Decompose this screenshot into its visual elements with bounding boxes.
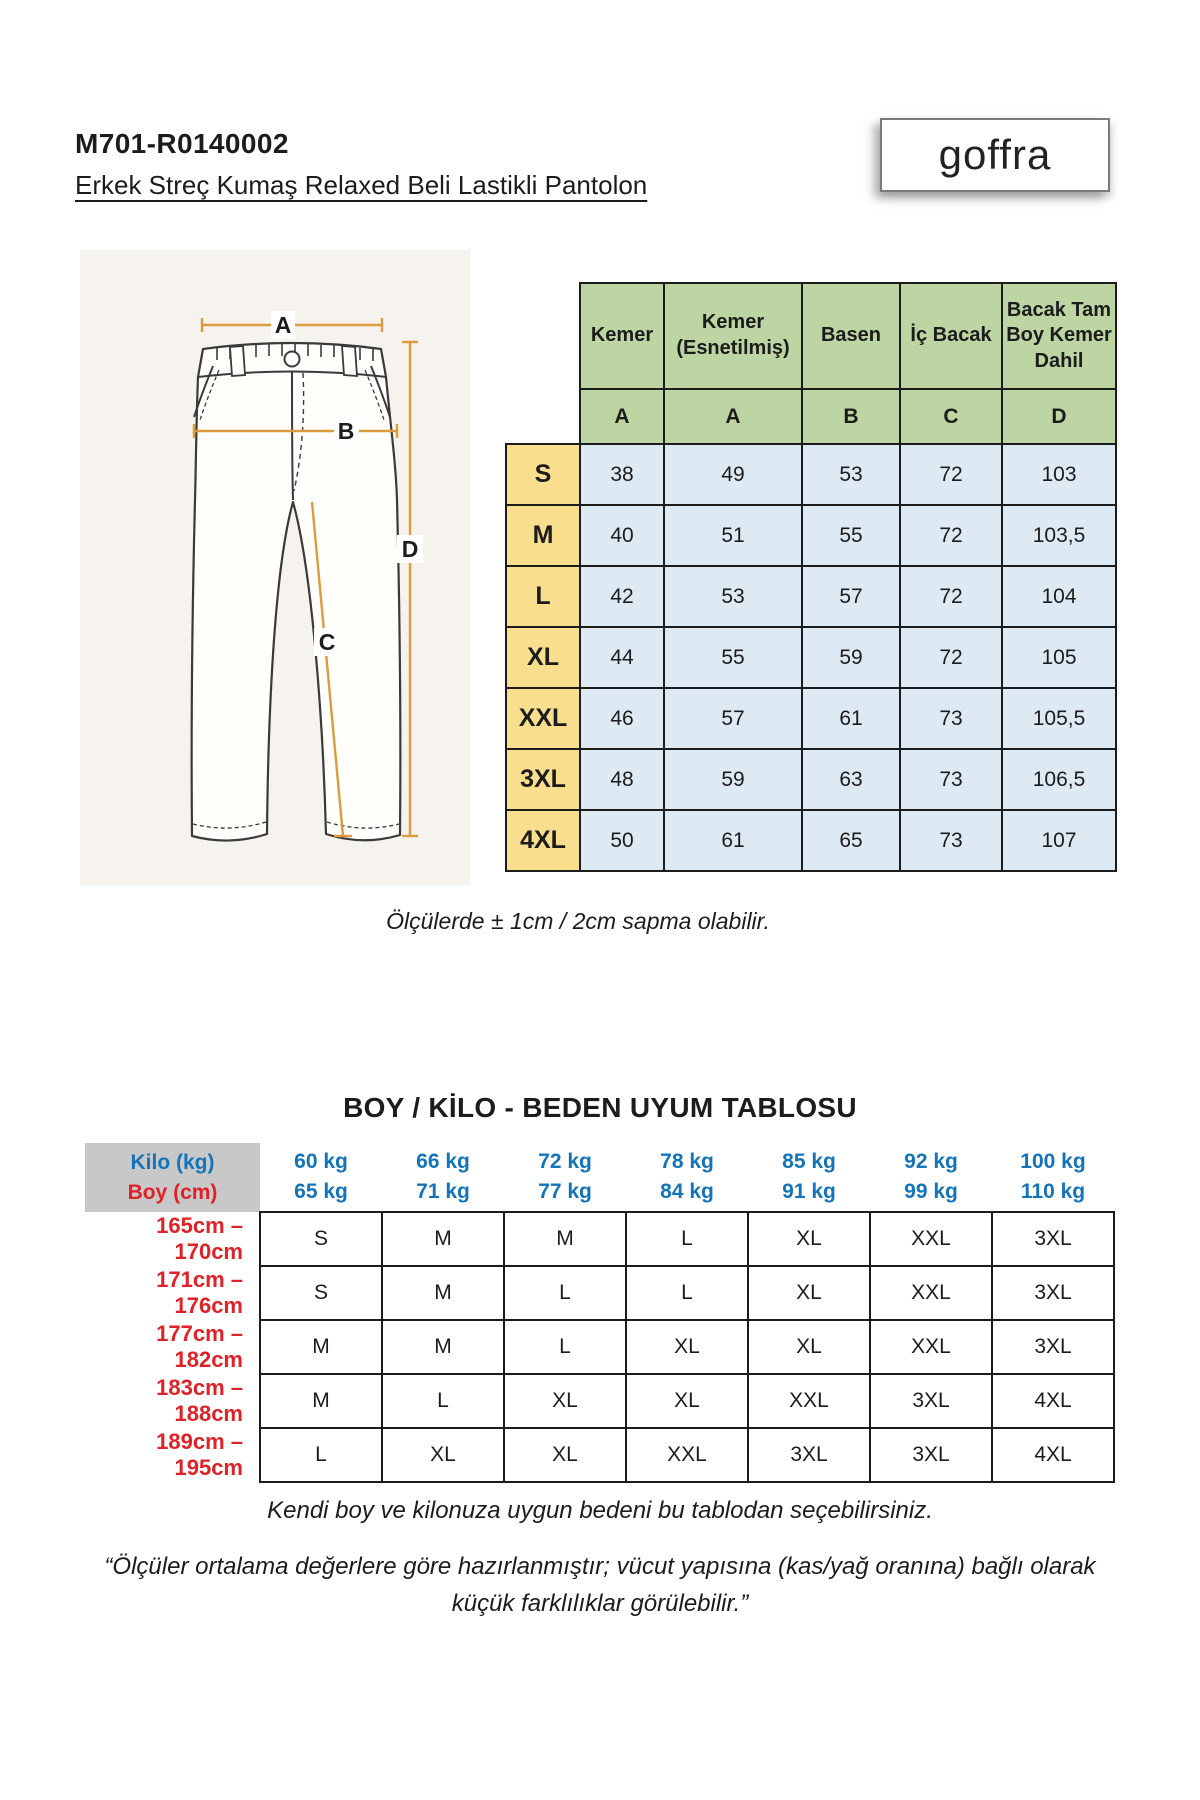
- fit-size-cell: L: [260, 1428, 382, 1482]
- measure-label-b: B: [337, 418, 355, 444]
- value-cell: 104: [1002, 566, 1116, 627]
- fit-size-cell: L: [504, 1320, 626, 1374]
- height-range: 177cm – 182cm: [156, 1321, 243, 1372]
- fit-row: [85, 1266, 1114, 1320]
- fit-size-cell: L: [626, 1212, 748, 1266]
- weight-min: 60 kg: [294, 1149, 348, 1173]
- value-cell: 48: [580, 749, 664, 810]
- weight-range: [504, 1143, 626, 1212]
- fit-size-cell: XL: [748, 1266, 870, 1320]
- fit-size-cell: XXL: [870, 1212, 992, 1266]
- fit-size-cell: 4XL: [992, 1374, 1114, 1428]
- value-cell: 107: [1002, 810, 1116, 871]
- fit-size-cell: M: [382, 1266, 504, 1320]
- value-cell: 57: [664, 688, 802, 749]
- value-cell: 50: [580, 810, 664, 871]
- fit-row: [85, 1320, 1114, 1374]
- value-cell: 103,5: [1002, 505, 1116, 566]
- height-range: 189cm – 195cm: [156, 1429, 243, 1480]
- pants-figure: [80, 250, 470, 885]
- fit-size-cell: XXL: [870, 1320, 992, 1374]
- col-header-kemer: Kemer: [580, 283, 664, 389]
- value-cell: 44: [580, 627, 664, 688]
- size-label: 4XL: [506, 810, 580, 871]
- value-cell: 40: [580, 505, 664, 566]
- height-range: 183cm – 188cm: [156, 1375, 243, 1426]
- weight-min: 66 kg: [416, 1149, 470, 1173]
- value-cell: 53: [802, 444, 900, 505]
- weight-range: [870, 1143, 992, 1212]
- fit-size-cell: M: [260, 1374, 382, 1428]
- weight-range: [260, 1143, 382, 1212]
- fit-size-cell: XL: [504, 1374, 626, 1428]
- disclaimer-note: “Ölçüler ortalama değerlere göre hazırlanmıştır; vücut yapısına (kas/yağ oranına) bağlı olarak küçük farklılıklar görülebilir.”: [104, 1553, 1096, 1618]
- measure-label-c: C: [318, 629, 336, 655]
- value-cell: 46: [580, 688, 664, 749]
- weight-min: 72 kg: [538, 1149, 592, 1173]
- size-row-4xl: [506, 810, 1116, 871]
- brand-logo: [880, 118, 1110, 192]
- value-cell: 73: [900, 810, 1002, 871]
- fit-size-cell: 4XL: [992, 1428, 1114, 1482]
- weight-range: [626, 1143, 748, 1212]
- weight-min: 92 kg: [904, 1149, 958, 1173]
- value-cell: 72: [900, 444, 1002, 505]
- fit-size-cell: L: [382, 1374, 504, 1428]
- weight-max: 110 kg: [1020, 1180, 1086, 1203]
- fit-size-cell: S: [260, 1212, 382, 1266]
- height-range: 165cm – 170cm: [156, 1213, 243, 1264]
- value-cell: 72: [900, 505, 1002, 566]
- fit-size-cell: L: [504, 1266, 626, 1320]
- fit-row: [85, 1212, 1114, 1266]
- fit-size-cell: XXL: [626, 1428, 748, 1482]
- fit-size-cell: S: [260, 1266, 382, 1320]
- weight-max: 99 kg: [904, 1180, 958, 1203]
- col-header-basen: Basen: [802, 283, 900, 389]
- value-cell: 57: [802, 566, 900, 627]
- value-cell: 72: [900, 566, 1002, 627]
- fit-footnote: Kendi boy ve kilonuza uygun bedeni bu tablodan seçebilirsiniz.: [267, 1497, 933, 1524]
- product-header: [75, 128, 647, 201]
- weight-max: 84 kg: [660, 1180, 714, 1203]
- value-cell: 61: [802, 688, 900, 749]
- value-cell: 105: [1002, 627, 1116, 688]
- size-row-xl: [506, 627, 1116, 688]
- col-header-kemer-esnetilmis: Kemer (Esnetilmiş): [664, 283, 802, 389]
- col-header-ic-bacak: İç Bacak: [900, 283, 1002, 389]
- weight-axis-label: Kilo (kg): [130, 1151, 215, 1175]
- col-header-bacak-tam-boy: Bacak Tam Boy Kemer Dahil: [1002, 283, 1116, 389]
- size-label: XXL: [506, 688, 580, 749]
- weight-range: [382, 1143, 504, 1212]
- brand-logo-text: goffra: [938, 131, 1052, 178]
- weight-min: 78 kg: [660, 1149, 714, 1173]
- weight-max: 91 kg: [782, 1180, 836, 1203]
- tolerance-note: Ölçülerde ± 1cm / 2cm sapma olabilir.: [386, 908, 770, 934]
- table-corner-blank: [506, 283, 580, 444]
- fit-size-cell: XXL: [870, 1266, 992, 1320]
- value-cell: 73: [900, 688, 1002, 749]
- table-header-row: [506, 283, 1116, 389]
- measurement-table: [505, 282, 1117, 872]
- value-cell: 55: [802, 505, 900, 566]
- fit-size-cell: M: [504, 1212, 626, 1266]
- weight-range: [748, 1143, 870, 1212]
- size-row-m: [506, 505, 1116, 566]
- fit-size-cell: XXL: [748, 1374, 870, 1428]
- weight-range: [992, 1143, 1114, 1212]
- fit-size-cell: 3XL: [870, 1428, 992, 1482]
- weight-min: 100 kg: [1020, 1149, 1086, 1173]
- weight-max: 65 kg: [294, 1180, 348, 1203]
- measure-label-d: D: [401, 536, 419, 562]
- measure-label-a: A: [274, 312, 292, 338]
- fit-size-cell: 3XL: [992, 1212, 1114, 1266]
- value-cell: 59: [802, 627, 900, 688]
- fit-size-cell: M: [382, 1320, 504, 1374]
- value-cell: 38: [580, 444, 664, 505]
- pants-diagram: [80, 250, 470, 885]
- size-label: 3XL: [506, 749, 580, 810]
- weight-max: 77 kg: [538, 1180, 592, 1203]
- size-row-xxl: [506, 688, 1116, 749]
- letter-cell: C: [900, 389, 1002, 444]
- fit-size-cell: XL: [626, 1320, 748, 1374]
- size-row-s: [506, 444, 1116, 505]
- height-range: 171cm – 176cm: [156, 1267, 243, 1318]
- letter-cell: D: [1002, 389, 1116, 444]
- fit-row: [85, 1428, 1114, 1482]
- value-cell: 53: [664, 566, 802, 627]
- size-row-3xl: [506, 749, 1116, 810]
- fit-size-cell: XL: [748, 1320, 870, 1374]
- height-axis-label: Boy (cm): [127, 1180, 218, 1204]
- fit-size-cell: 3XL: [992, 1266, 1114, 1320]
- value-cell: 103: [1002, 444, 1116, 505]
- fit-row: [85, 1374, 1114, 1428]
- fit-size-cell: 3XL: [870, 1374, 992, 1428]
- fit-size-cell: XL: [626, 1374, 748, 1428]
- letter-cell: B: [802, 389, 900, 444]
- value-cell: 51: [664, 505, 802, 566]
- size-label: M: [506, 505, 580, 566]
- value-cell: 49: [664, 444, 802, 505]
- letter-cell: A: [580, 389, 664, 444]
- value-cell: 63: [802, 749, 900, 810]
- weight-min: 85 kg: [782, 1149, 836, 1173]
- product-code: M701-R0140002: [75, 128, 289, 159]
- value-cell: 106,5: [1002, 749, 1116, 810]
- product-title: Erkek Streç Kumaş Relaxed Beli Lastikli Pantolon: [75, 170, 648, 200]
- pants-outline: [192, 343, 401, 841]
- fit-size-cell: XL: [748, 1212, 870, 1266]
- fit-size-cell: 3XL: [992, 1320, 1114, 1374]
- fit-size-cell: 3XL: [748, 1428, 870, 1482]
- fit-corner-cell: [85, 1143, 260, 1212]
- letter-cell: A: [664, 389, 802, 444]
- value-cell: 55: [664, 627, 802, 688]
- value-cell: 65: [802, 810, 900, 871]
- value-cell: 61: [664, 810, 802, 871]
- size-label: L: [506, 566, 580, 627]
- size-label: XL: [506, 627, 580, 688]
- weight-max: 71 kg: [416, 1180, 470, 1203]
- size-row-l: [506, 566, 1116, 627]
- value-cell: 73: [900, 749, 1002, 810]
- fit-table-title: BOY / KİLO - BEDEN UYUM TABLOSU: [343, 1092, 857, 1123]
- size-label: S: [506, 444, 580, 505]
- letter-row: [506, 389, 1116, 444]
- fit-size-cell: M: [382, 1212, 504, 1266]
- fit-size-cell: L: [626, 1266, 748, 1320]
- fit-size-cell: XL: [504, 1428, 626, 1482]
- fit-size-cell: XL: [382, 1428, 504, 1482]
- fit-table: [85, 1143, 1115, 1483]
- value-cell: 42: [580, 566, 664, 627]
- value-cell: 72: [900, 627, 1002, 688]
- value-cell: 105,5: [1002, 688, 1116, 749]
- fit-size-cell: M: [260, 1320, 382, 1374]
- value-cell: 59: [664, 749, 802, 810]
- fit-header-row: [85, 1143, 1114, 1212]
